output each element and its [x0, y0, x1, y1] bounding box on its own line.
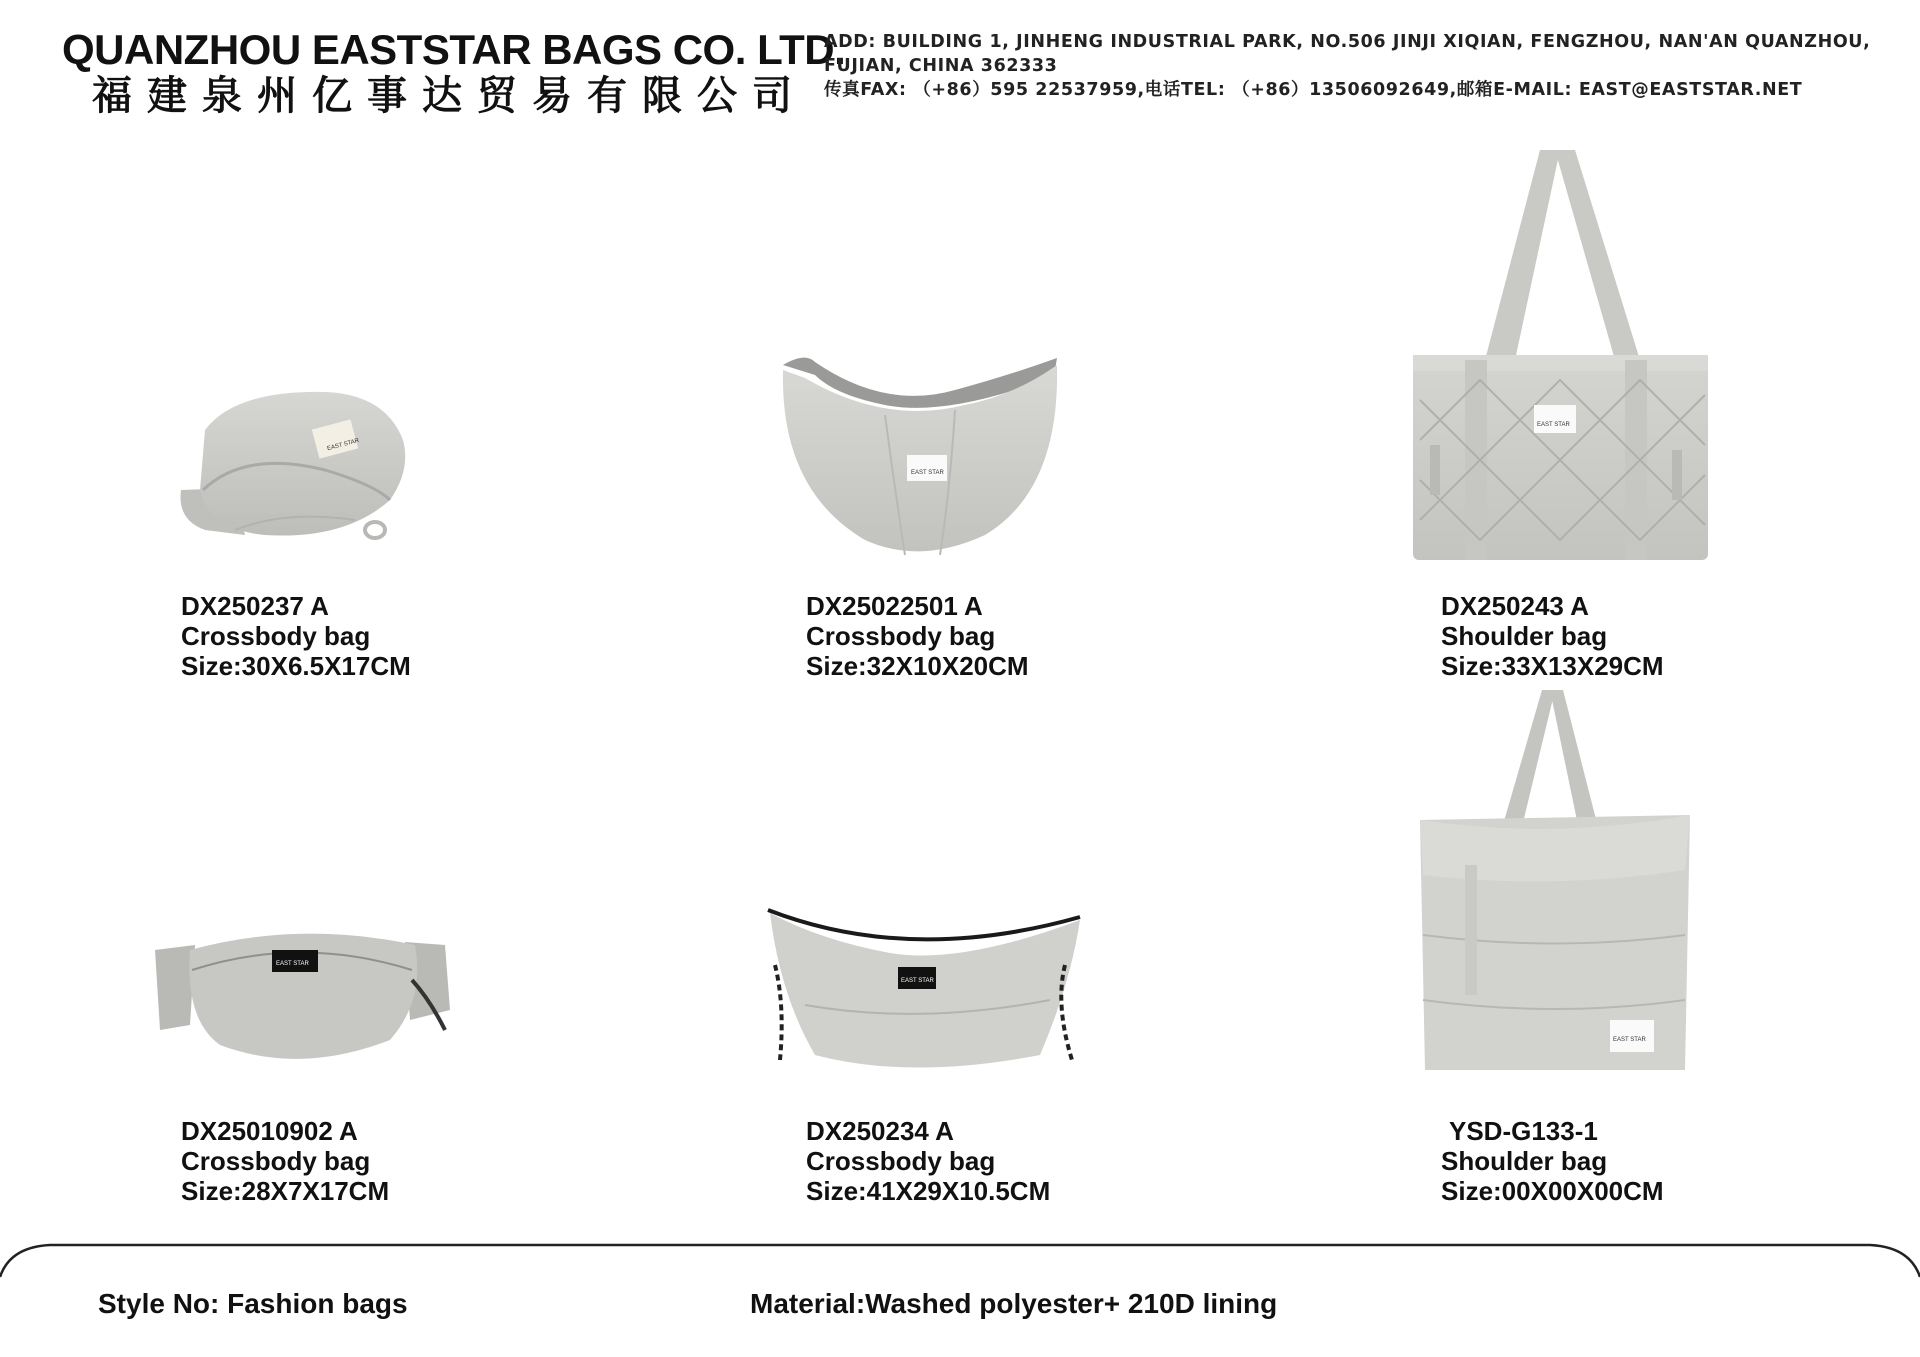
- product-type: Shoulder bag: [1441, 1146, 1608, 1176]
- svg-text:EAST STAR: EAST STAR: [326, 437, 360, 453]
- svg-text:EAST STAR: EAST STAR: [901, 978, 934, 984]
- product-size: Size:00X00X00CM: [1441, 1176, 1664, 1206]
- svg-text:EAST STAR: EAST STAR: [1613, 1037, 1646, 1043]
- product-size: Size:32X10X20CM: [806, 651, 1029, 681]
- product-size: Size:33X13X29CM: [1441, 651, 1664, 681]
- contact-info: [824, 30, 1894, 102]
- material-info: Material:Washed polyester+ 210D lining: [750, 1288, 1278, 1319]
- product-type: Crossbody bag: [181, 1146, 371, 1176]
- address-line-1: ADD: BUILDING 1, JINHENG INDUSTRIAL PARK, NO.506 JINJI XIQIAN, FENGZHOU, NAN'AN QUANZHOU,: [824, 32, 1871, 52]
- footer-divider: [0, 1235, 1920, 1295]
- product-code: YSD-G133-1: [1449, 1116, 1598, 1146]
- product-photo-3: [1410, 150, 1715, 565]
- page-header: [0, 0, 1920, 130]
- product-photo-4: [150, 930, 455, 1070]
- svg-text:EAST STAR: EAST STAR: [911, 470, 944, 476]
- product-photo-5: [760, 905, 1090, 1070]
- product-code: DX25010902 A: [181, 1116, 358, 1146]
- product-code: DX250237 A: [181, 591, 329, 621]
- product-code: DX250234 A: [806, 1116, 954, 1146]
- product-photo-1: [175, 380, 435, 560]
- product-size: Size:41X29X10.5CM: [806, 1176, 1051, 1206]
- product-size: Size:30X6.5X17CM: [181, 651, 411, 681]
- company-name-cn: 福建泉州亿事达贸易有限公司: [92, 72, 807, 119]
- product-photo-2: [775, 350, 1065, 570]
- company-name-en: QUANZHOU EASTSTAR BAGS CO. LTD.: [62, 26, 846, 73]
- product-type: Crossbody bag: [806, 621, 996, 651]
- product-type: Shoulder bag: [1441, 621, 1608, 651]
- product-type: Crossbody bag: [806, 1146, 996, 1176]
- product-code: DX25022501 A: [806, 591, 983, 621]
- product-photo-6: [1415, 690, 1695, 1075]
- svg-text:EAST STAR: EAST STAR: [1537, 422, 1570, 428]
- product-size: Size:28X7X17CM: [181, 1176, 390, 1206]
- product-type: Crossbody bag: [181, 621, 371, 651]
- address-line-2: FUJIAN, CHINA 362333: [824, 56, 1058, 76]
- product-code: DX250243 A: [1441, 591, 1589, 621]
- contact-line: 传真FAX: （+86）595 22537959,电话TEL: （+86）13506092649,邮箱E-MAIL: EAST@EASTSTAR.NET: [824, 80, 1803, 100]
- svg-text:EAST STAR: EAST STAR: [276, 961, 309, 967]
- style-number: Style No: Fashion bags: [98, 1288, 408, 1319]
